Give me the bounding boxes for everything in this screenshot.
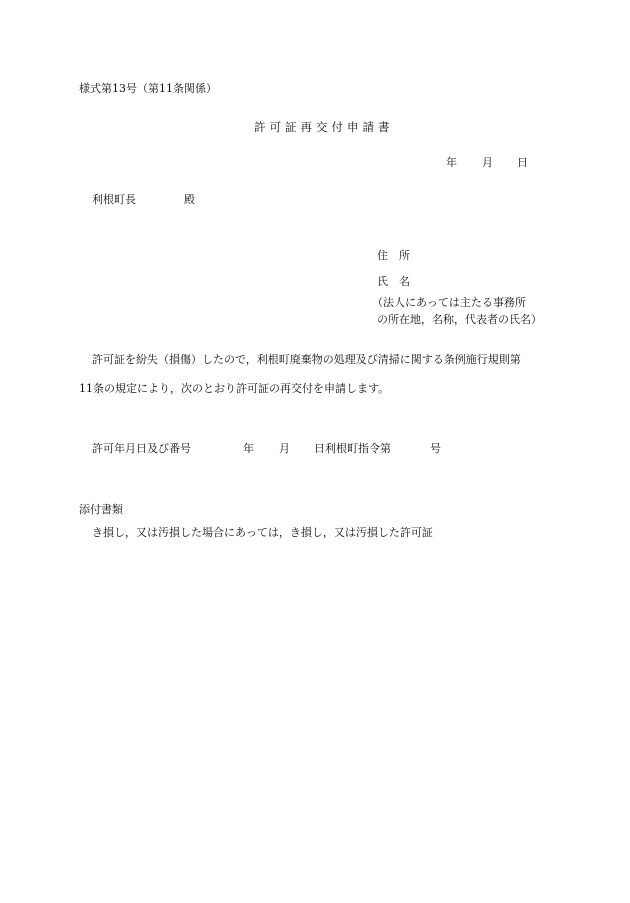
attachments-item: き損し，又は汚損した場合にあっては，き損し，又は汚損した許可証: [92, 526, 433, 539]
document-title: 許可証再交付申請書: [254, 120, 394, 134]
permit-label: 許可年月日及び番号: [92, 442, 191, 455]
date-month: 月: [482, 156, 493, 169]
addressee-honorific: 殿: [184, 193, 195, 206]
date-year: 年: [446, 156, 457, 169]
permit-day-designation: 日利根町指令第: [314, 442, 391, 455]
permit-year: 年: [243, 442, 254, 455]
addressee-name: 利根町長: [92, 193, 136, 206]
body-line-2: 11条の規定により，次のとおり許可証の再交付を申請します。: [79, 382, 390, 395]
permit-number-suffix: 号: [430, 442, 441, 455]
form-number: 様式第13号（第11条関係）: [79, 82, 217, 95]
attachments-heading: 添付書類: [79, 503, 123, 516]
applicant-name-label: 氏 名: [377, 275, 410, 288]
applicant-note-line1: （法人にあっては主たる事務所: [372, 296, 526, 309]
body-line-1: 許可証を紛失（損傷）したので，利根町廃棄物の処理及び清掃に関する条例施行規則第: [92, 353, 521, 366]
permit-month: 月: [279, 442, 290, 455]
applicant-note-line2: の所在地，名称，代表者の氏名）: [377, 313, 542, 326]
applicant-address-label: 住 所: [377, 249, 410, 262]
date-day: 日: [517, 156, 528, 169]
